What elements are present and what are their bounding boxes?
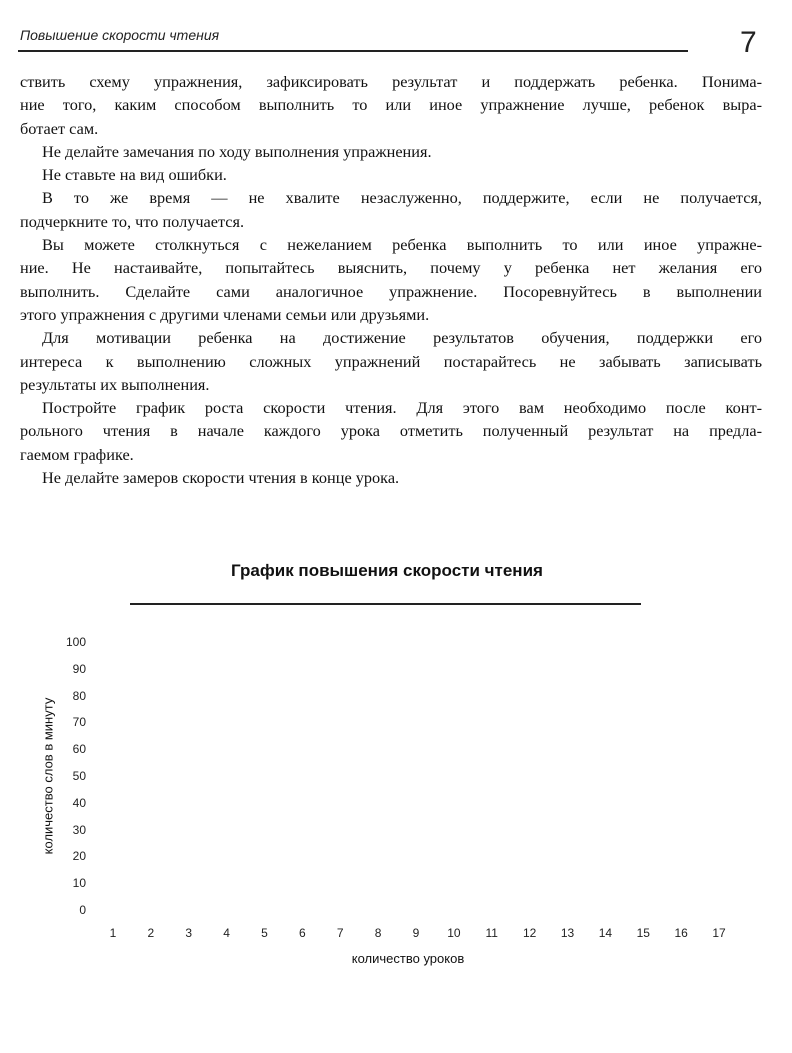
x-tick-label: 15: [636, 926, 650, 940]
x-tick-label: 4: [223, 926, 230, 940]
x-tick-label: 11: [485, 926, 498, 940]
y-axis-label: количество слов в минуту: [40, 697, 56, 855]
paragraph: [20, 396, 762, 466]
text-line: рольного чтения в начале каждого урока отметить полученный результат на предла-: [20, 421, 762, 441]
text-line: Не делайте замечания по ходу выполнения упражнения.: [42, 141, 432, 161]
x-tick-label: 13: [560, 926, 575, 940]
text-line: ствить схему упражнения, зафиксировать результат и поддержать ребенка. Понима-: [20, 72, 762, 91]
text-line: ние того, каким способом выполнить то или иное упражнение лучше, ребенок выра-: [20, 95, 762, 115]
paragraph: [20, 326, 762, 396]
x-axis-label: количество уроков: [351, 951, 465, 966]
chart-title: График повышения скорости чтения: [231, 561, 543, 580]
y-tick-label: 70: [72, 715, 86, 730]
y-tick-label: 40: [72, 795, 86, 810]
x-tick-label: 12: [522, 926, 537, 940]
x-tick-label: 17: [712, 926, 726, 940]
x-tick-label: 16: [674, 926, 688, 940]
paragraph: [20, 233, 762, 326]
y-tick-label: 50: [72, 769, 86, 783]
y-tick-label: 20: [72, 849, 86, 864]
y-tick-label: 100: [65, 635, 86, 649]
paragraph: [20, 70, 762, 140]
y-tick-label: 0: [79, 903, 86, 917]
text-line: Постройте график роста скорости чтения. Для этого вам необходимо после конт-: [42, 398, 762, 418]
text-line: Для мотивации ребенка на достижение результатов обучения, поддержки его: [42, 328, 762, 348]
y-tick-label: 80: [72, 688, 86, 703]
x-tick-label: 1: [109, 926, 117, 940]
text-line: Вы можете столкнуться с нежеланием ребенка выполнить то или иное упражне-: [42, 235, 762, 255]
x-tick-label: 14: [598, 926, 613, 940]
page-number: 7: [740, 26, 757, 59]
text-line: интереса к выполнению сложных упражнений постарайтесь не забывать записывать: [20, 351, 762, 371]
x-tick-label: 10: [447, 926, 461, 940]
y-tick-label: 90: [72, 661, 86, 676]
x-tick-label: 5: [261, 926, 268, 940]
paragraph: [20, 466, 762, 489]
x-tick-label: 8: [374, 926, 382, 940]
x-tick-label: 2: [147, 926, 155, 940]
x-tick-label: 9: [412, 926, 420, 940]
text-line: этого упражнения с другими членами семьи или друзьями.: [20, 304, 430, 324]
running-header-title: Повышение скорости чтения: [20, 27, 220, 43]
y-tick-label: 10: [72, 876, 86, 891]
header-rule: [18, 50, 688, 52]
text-line: Не делайте замеров скорости чтения в конце урока.: [42, 468, 400, 488]
x-tick-label: 3: [185, 926, 193, 940]
y-tick-label: 30: [72, 822, 86, 837]
text-line: результаты их выполнения.: [20, 374, 210, 394]
x-tick-label: 7: [336, 926, 344, 940]
text-line: В то же время — не хвалите незаслуженно, поддержите, если не получается,: [42, 188, 762, 208]
text-line: подчеркните то, что получается.: [20, 211, 245, 231]
paragraph: [20, 163, 762, 186]
chart-title-rule: [130, 603, 641, 605]
paragraph: [20, 186, 762, 233]
text-line: выполнить. Сделайте сами аналогичное упражнение. Посоревнуйтесь в выполнении: [20, 281, 762, 301]
text-line: ние. Не настаивайте, попытайтесь выяснить, почему у ребенка нет желания его: [20, 258, 762, 278]
text-line: гаемом графике.: [20, 444, 134, 464]
paragraph: [20, 140, 762, 163]
x-tick-label: 6: [299, 926, 306, 940]
text-line: Не ставьте на вид ошибки.: [42, 165, 227, 185]
y-tick-label: 60: [72, 742, 86, 757]
text-line: ботает сам.: [20, 118, 99, 138]
body-text: [20, 70, 762, 489]
